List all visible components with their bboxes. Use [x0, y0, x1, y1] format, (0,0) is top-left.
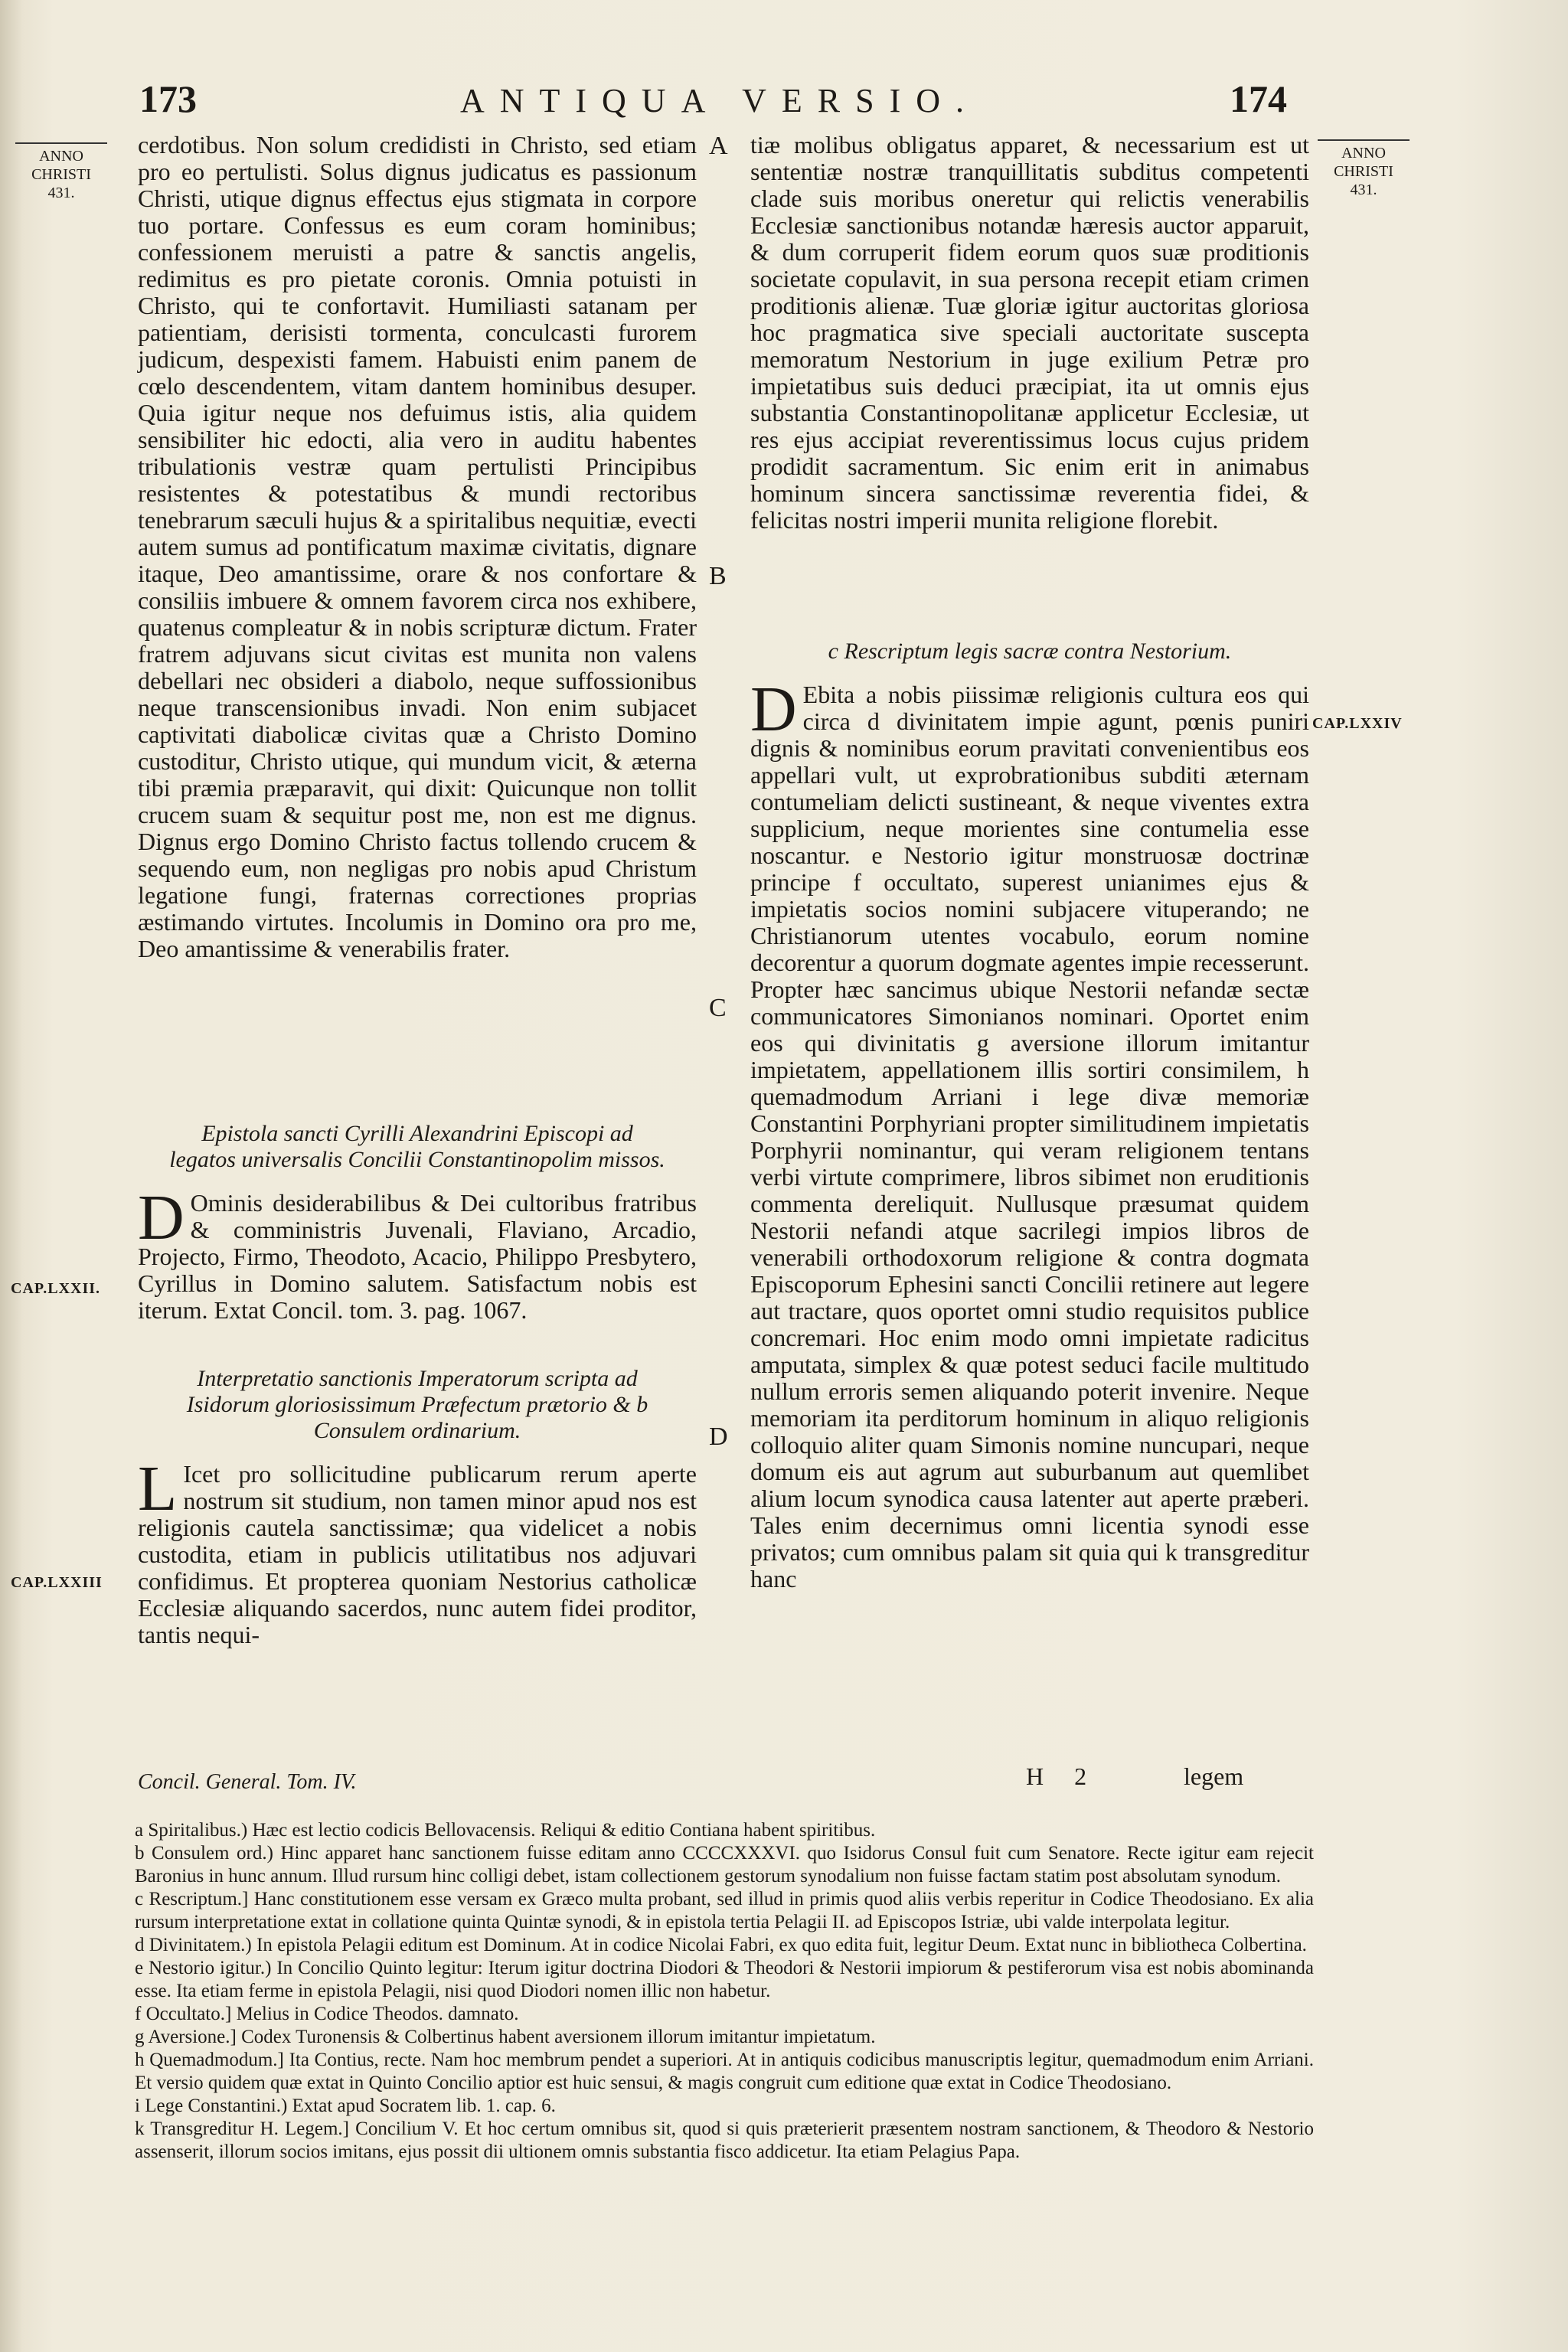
paragraph — [138, 1182, 697, 1343]
footnote: e Nestorio igitur.) In Concilio Quinto legitur: Iterum igitur doctrina Diodori & Theodori & Nestorii impiorum & pestiferorum visa est nobis abominanda esse. Ita etiam ferme in epistola Pelagii, nisi quod Diodori nomen illic non habetur. — [135, 1958, 1314, 2001]
paragraph-text: Ebita a nobis piissimæ religionis cultura eos qui circa d divinitatem impie agunt, pœnis puniri dignis & nominibus eorum pravitati convenientibus eos appellari vult, ut exprobrationibus subditi æternam contumeliam delicti sustineant, & neque viventes extra supplicium, neque morientes sine contumelia esse noscantur. e Nestorio igitur monstruosæ doctrinæ principe f occultato, superest unianimes ejus & impietatis socios nomini subjacere vituperando; ne Christianorum utentes vocabulo, eorum nomine decorentur a quorum dogmate agentes impie recesserunt. Propter hæc sancimus ubique Nestorii nefandæ sectæ communicatores Simonianos nominari. Oportet enim eos qui divinitatis g aversione illorum imitantur impietatem, appellationem illis sortiri consimilem, h quemadmodum Arriani i lege divæ memoriæ Constantini Porphyriani propter similitudinem impietatis Porphyrii nominantur, qui veram religionem tentans verbi virtute comprimere, libros sibimet non eruditionis commenta dereliquit. Nullusque præsumat quidem Nestorii nefandi atque sacrilegi impios libros de venerabili orthodoxorum religione & contra dogmata Episcoporum Ephesini sancti Concilii retinere aut legere aut tractare, quos oportet omni studio requisitos publice concremari. Hoc enim modo omni impietate radicitus amputata, simplex & quæ potest seduci facile multitudo nullum erroris semen aliquando poterit invenire. Neque memoriam ita perditorum hominum in aliquo religionis colloquio aliter quam Simonis nomine nuncupari, neque domum eis aut agrum aut suburbanum aut quemlibet alium locum synodica causa latenter aut aperte præberi. Tales enim decernimus omni licentia synodi esse privatos; cum omnibus palam sit quia qui k transgreditur hanc — [750, 681, 1309, 1592]
section-title: c Rescriptum legis sacræ contra Nestorium. — [828, 639, 1232, 664]
section-title: Interpretatio sanctionis Imperatorum scripta ad Isidorum gloriosissimum Præfectum prætorio & b Consulem ordinarium. — [186, 1366, 648, 1443]
footnote: k Transgreditur H. Legem.] Concilium V. Et hoc certum omnibus sit, quod si quis præterierit præsentem nostram sanctionem, & Theodoro & Nestorio assenserit, illorum socios imitans, ejus possit dii ultionem omnis substantia fisco addicetur. Ita etiam Pelagius Papa. — [135, 2118, 1314, 2162]
margin-anno: ANNO — [39, 148, 83, 165]
right-column — [750, 132, 1309, 1602]
paragraph — [138, 1453, 697, 1648]
footnote: g Aversione.] Codex Turonensis & Colbertinus habent aversionem illorum imitantur impietatum. — [135, 2027, 876, 2047]
page-number-left: 173 — [139, 77, 197, 120]
margin-christi: CHRISTI — [31, 166, 91, 183]
margin-year-right — [1306, 139, 1421, 199]
drop-cap: D — [138, 1182, 185, 1253]
paragraph-text: Icet pro sollicitudine publicarum rerum aperte nostrum sit studium, non tamen minor apud nos est religionis cautela sanctissimæ; qua videlicet a nobis custodita, etiam in publicis utilitatibus nos adjuvari confidimus. Et propterea quoniam Nestorius catholicæ Ecclesiæ aliquando sacerdos, nunc autem fidei proditor, tantis nequi- — [138, 1460, 697, 1648]
margin-rule — [1318, 139, 1410, 141]
catchword: legem — [1184, 1762, 1244, 1790]
section-letter-d: D — [709, 1423, 728, 1451]
paragraph: tiæ molibus obligatus apparet, & necessarium est ut sententiæ nostræ tranquillitatis subditus competenti clade suis moribus oneretur qui relictis venerabilis Ecclesiæ sanctionibus notandæ hæresis auctor apparuit, & dum corruperit fidem eorum quos suæ proditionis societate copulavit, in sua persona recepit etiam crimen proditionis alienæ. Tuæ gloriæ igitur auctoritas gloriosa hoc pragmatica sive speciali auctoritate suscepta memoratum Nestorium in juge exilium Petræ pro impietatibus suis deduci præcipiat, ita ut omnis ejus substantia Constantinopolitanæ applicetur Ecclesiæ, ut res ejus accipiat reverentissimus locus cujus pridem prodidit sacramentum. Sic enim erit in animabus hominum sincera sanctissimæ reverentia fidei, & felicitas nostri imperii munita religione florebit. — [750, 131, 1309, 534]
footnote: d Divinitatem.) In epistola Pelagii editum est Dominum. At in codice Nicolai Fabri, ex quo edita fuit, legitur Deum. Extat nunc in bibliotheca Colbertina. — [135, 1935, 1307, 1955]
footnotes — [135, 1819, 1314, 2164]
footnote: a Spiritalibus.) Hæc est lectio codicis Bellovacensis. Reliqui & editio Contiana habent spiritibus. — [135, 1820, 876, 1841]
margin-year-left — [8, 142, 115, 202]
page-header — [0, 77, 1568, 130]
margin-rule — [15, 142, 107, 144]
volume-citation: Concil. General. Tom. IV. — [138, 1770, 357, 1794]
running-title: ANTIQUA VERSIO. — [459, 82, 980, 119]
section-letter-a: A — [709, 132, 728, 160]
section-letter-c: C — [709, 994, 727, 1022]
margin-year: 431. — [47, 185, 75, 201]
paragraph — [750, 674, 1309, 1592]
chapter-mark-lxxiv: CAP.LXXIV — [1312, 715, 1403, 732]
paragraph-text: Ominis desiderabilibus & Dei cultoribus fratribus & comministris Juvenali, Flaviano, Arcadio, Projecto, Firmo, Theodoto, Acacio, Philippo Presbytero, Cyrillus in Domino salutem. Satisfactum nobis est iterum. Extat Concil. tom. 3. pag. 1067. — [138, 1189, 697, 1324]
drop-cap: L — [138, 1453, 178, 1524]
footnote: i Lege Constantini.) Extat apud Socratem lib. 1. cap. 6. — [135, 2096, 556, 2116]
section-letter-b: B — [709, 562, 727, 590]
left-column — [138, 132, 697, 1658]
chapter-mark-lxxii: CAP.LXXII. — [11, 1280, 101, 1297]
margin-year: 431. — [1350, 181, 1377, 198]
signature-mark: H 2 — [1026, 1762, 1099, 1790]
footnote: c Rescriptum.] Hanc constitutionem esse versam ex Græco multa probant, sed illud in primis quod aliis verbis reperitur in Codice Theodosiano. Ex alia rursum interpretatione extat in collatione quinta Quintæ synodi, & in epistola tertia Pelagii II. ad Episcopos Istriæ, ubi valde interpolata legitur. — [135, 1889, 1314, 1932]
page-number-right: 174 — [1230, 77, 1287, 120]
margin-anno: ANNO — [1341, 145, 1386, 162]
margin-christi: CHRISTI — [1334, 163, 1393, 180]
footnote: b Consulem ord.) Hinc apparet hanc sanctionem fuisse editam anno CCCCXXXVI. quo Isidorus Consul fuit cum Senatore. Recte igitur eam rejecit Baronius in hunc annum. Illud rursum hinc colligi debet, istam collectionem gestorum synodalium non fuisse factam statim post absolutam synodum. — [135, 1843, 1314, 1886]
footnote: f Occultato.] Melius in Codice Theodos. damnato. — [135, 2004, 519, 2024]
section-title: Epistola sancti Cyrilli Alexandrini Episcopi ad legatos universalis Concilii Constantinopolim missos. — [169, 1121, 665, 1172]
paragraph: cerdotibus. Non solum credidisti in Christo, sed etiam pro eo pertulisti. Solus dignus judicatus es passionum Christi, utique dignus effectus ejus stigmata in corpore tuo portare. Confessus es eum coram hominibus; confessionem meruisti a patre & sanctis angelis, redimitus es pro pietate coronis. Omnia potuisti in Christo, qui te confortavit. Humiliasti satanam per patientiam, derisisti tormenta, conculcasti furorem judicum, despexisti famem. Habuisti enim panem de cœlo descendentem, vitam dantem hominibus desuper. Quia igitur neque nos defuimus istis, alia quidem sensibiliter hic edocti, alia vero in auditu habentes tribulationis vestræ quam pertulisti Principibus resistentes & potestatibus & mundi rectoribus tenebrarum sæculi hujus & a spiritalibus nequitiæ, evecti autem sumus ad pontificatum maximæ civitatis, dignare itaque, Deo amantissime, orare & nos confortare & consiliis imbuere & omnem favorem circa nos exhibere, quatenus compleatur & in nobis scripturæ dictum. Frater fratrem adjuvans sicut civitas est munita non valens debellari nec obsideri a diabolo, neque suffossionibus neque transcensionibus invadi. Non enim subjacet captivitati diabolicæ civitas quæ a Christo Domino custoditur, Christo utique, qui mundum vicit, & æterna tibi præmia præparavit, qui dixit: Quicunque non tollit crucem suam & sequitur post me, non est me dignus. Dignus ergo Domino Christo factus tollendo crucem & sequendo eum, non negligas pro nobis apud Christum legatione fungi, fraternas correctiones proprias æstimando virtutes. Incolumis in Domino ora pro me, Deo amantissime & venerabilis frater. — [138, 131, 697, 962]
chapter-mark-lxxiii: CAP.LXXIII — [11, 1574, 103, 1591]
footnote: h Quemadmodum.] Ita Contius, recte. Nam hoc membrum pendet a superiori. At in antiquis codicibus manuscriptis legitur, quemadmodum enim Arriani. Et versio quidem quæ extat in Quinto Concilio aptior est huic sensui, & magis congruit cum editione quæ extat in Codice Theodosiano. — [135, 2050, 1314, 2093]
drop-cap: D — [750, 674, 797, 745]
